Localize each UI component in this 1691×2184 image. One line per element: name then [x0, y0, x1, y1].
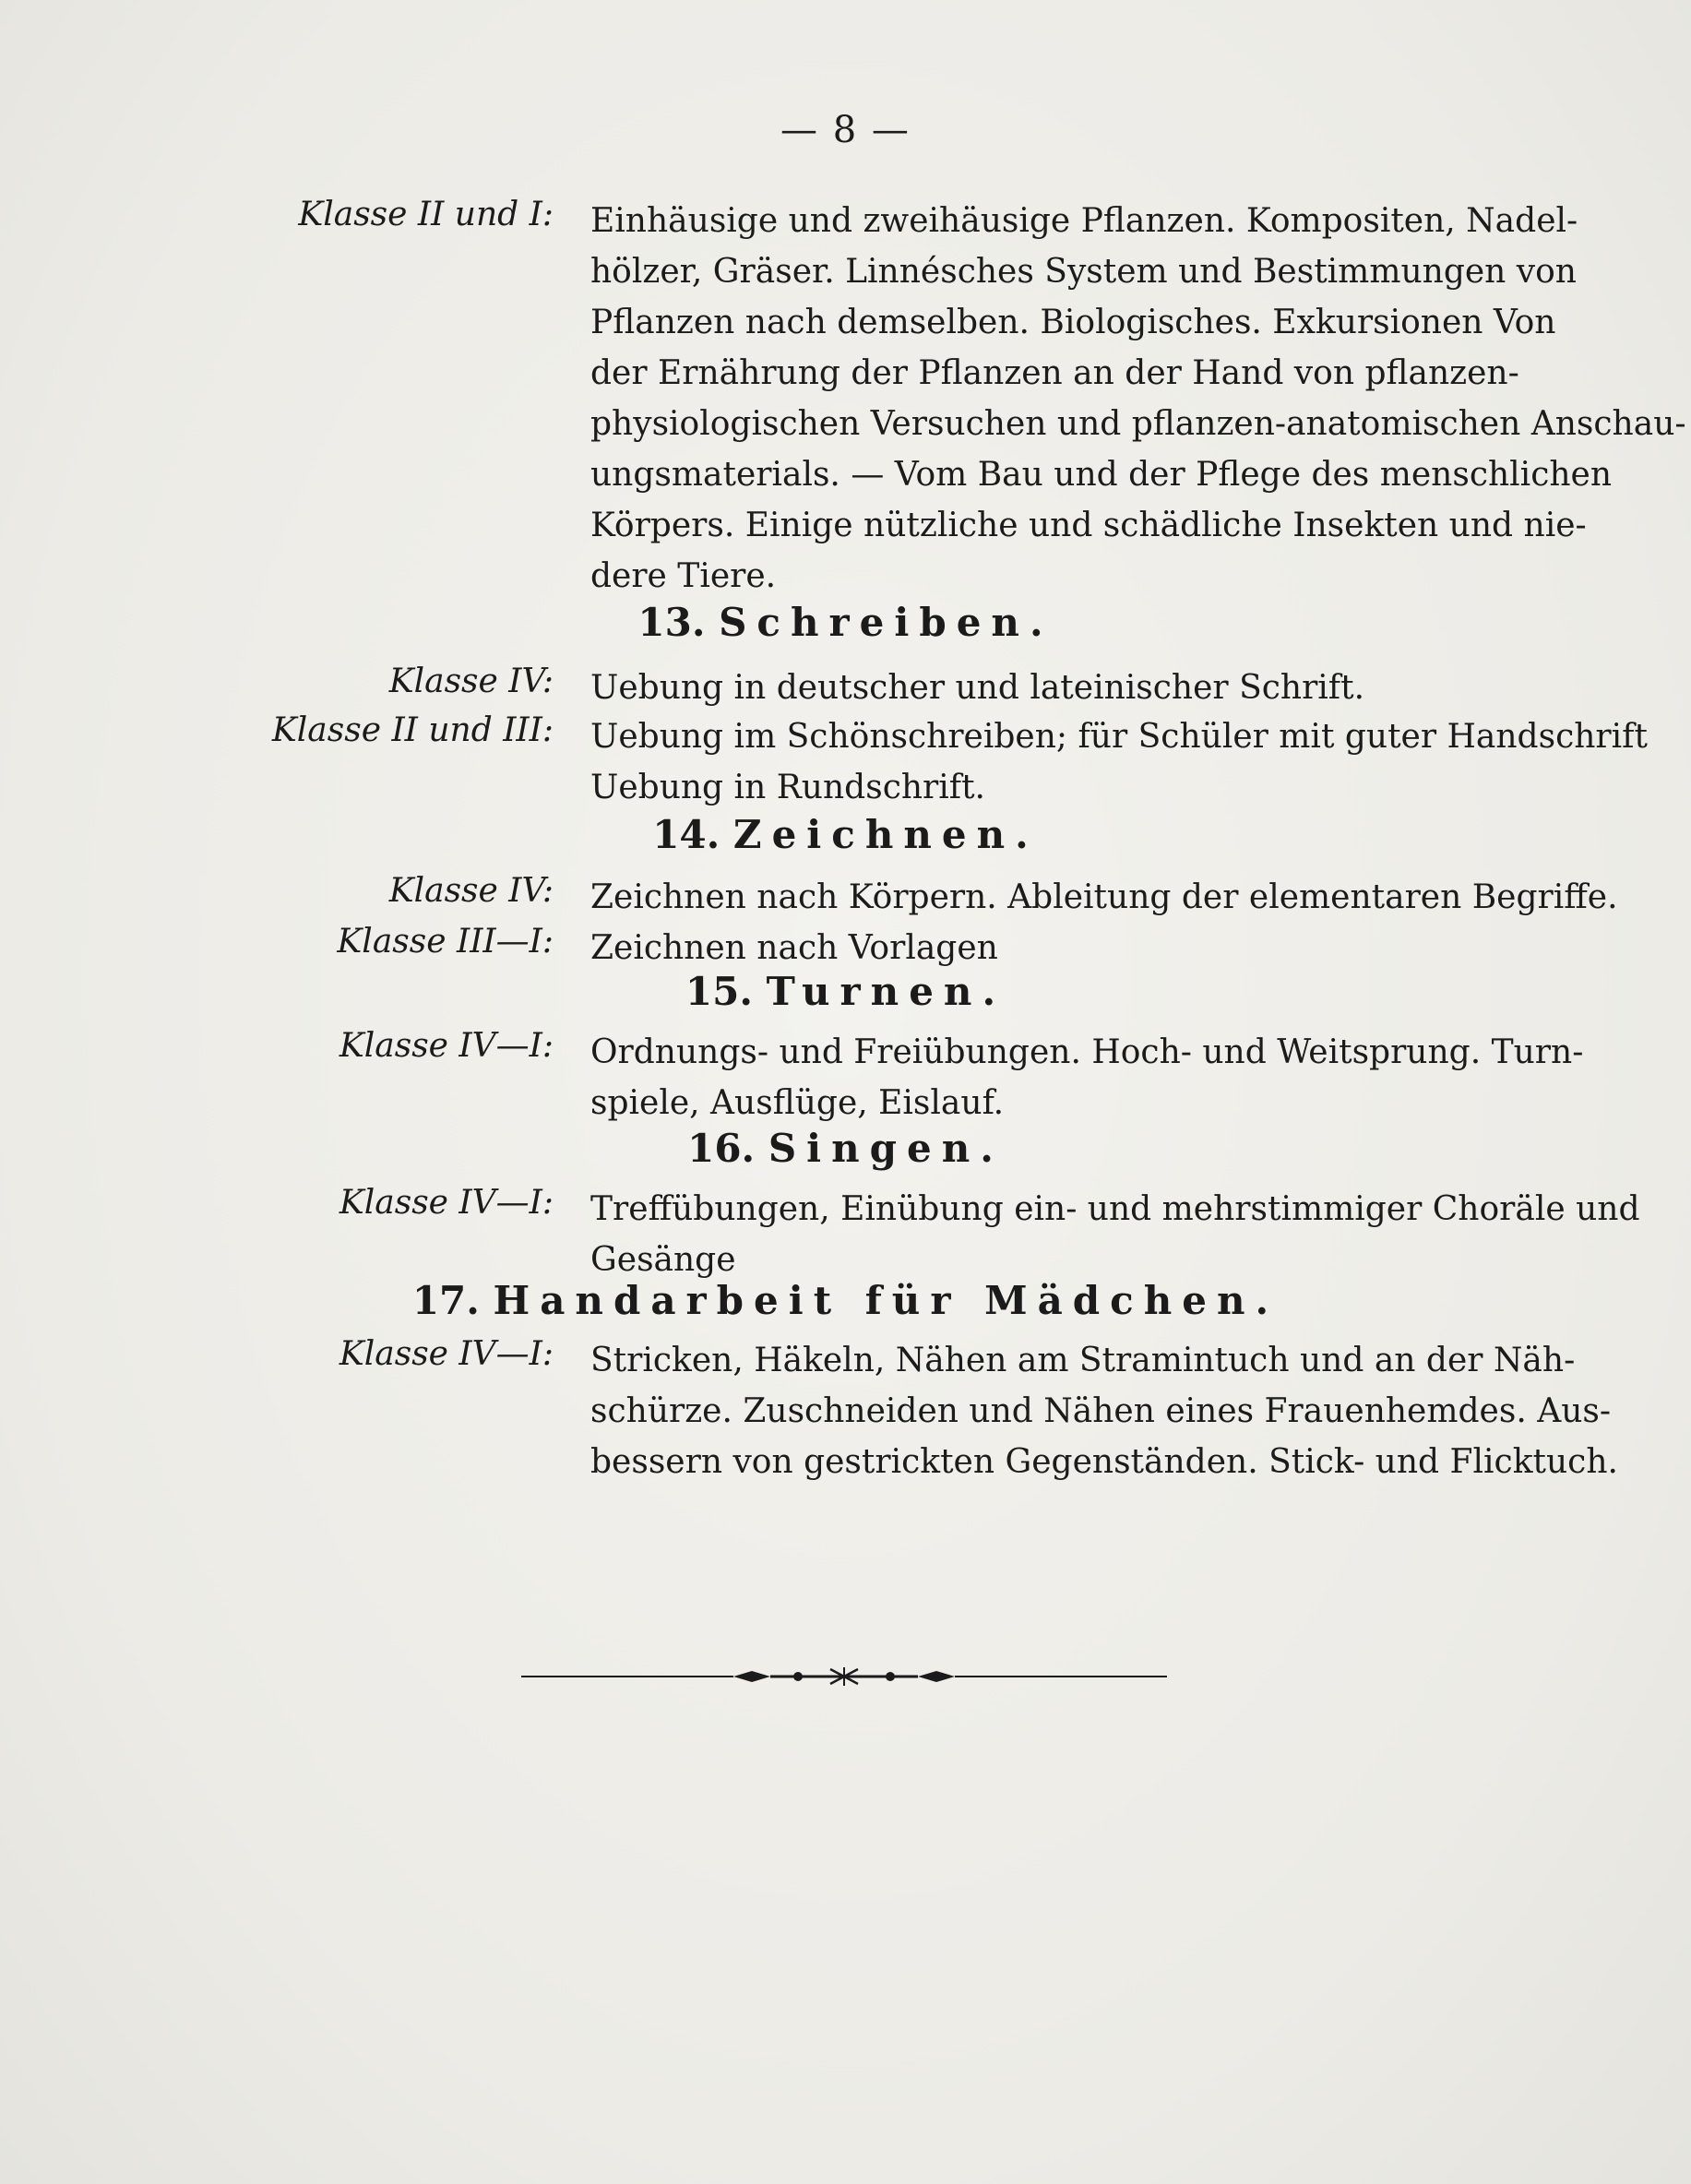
section-heading-16	[0, 1126, 1691, 1171]
text-line: ungsmaterials. — Vom Bau und der Pflege des menschlichen	[590, 456, 1613, 494]
text-line: spiele, Ausflüge, Eislauf.	[590, 1084, 1005, 1122]
entry-text	[590, 923, 1541, 973]
text-line: bessern von gestrickten Gegenständen. Stick- und Flicktuch.	[590, 1443, 1618, 1481]
text-line: hölzer, Gräser. Linnésches System und Bestimmungen von	[590, 253, 1577, 291]
heading-title: Schreiben.	[719, 600, 1054, 645]
text-line: Zeichnen nach Vorlagen	[590, 929, 998, 967]
text-line: Uebung in deutscher und lateinischer Schrift.	[590, 669, 1365, 707]
text-line: Treffübungen, Einübung ein- und mehrstimmiger Choräle und	[590, 1190, 1640, 1228]
text-line: Uebung im Schönschreiben; für Schüler mit guter Handschrift	[590, 718, 1648, 756]
entry-text	[590, 662, 1541, 713]
entry-label: Klasse IV:	[388, 872, 554, 910]
heading-number: 16.	[687, 1126, 756, 1171]
text-line: Einhäusige und zweihäusige Pflanzen. Kompositen, Nadel-	[590, 202, 1578, 240]
text-line: Uebung in Rundschrift.	[590, 769, 985, 806]
entry-text	[590, 1027, 1584, 1128]
text-line: Körpers. Einige nützliche und schädliche Insekten und nie-	[590, 507, 1587, 544]
heading-title: Handarbeit für Mädchen.	[493, 1278, 1280, 1323]
text-line: Ordnungs- und Freiübungen. Hoch- und Weitsprung. Turn-	[590, 1033, 1584, 1071]
entry-text	[590, 711, 1648, 813]
heading-number: 17.	[411, 1278, 480, 1323]
text-line: physiologischen Versuchen und pflanzen-anatomischen Anschau-	[590, 405, 1686, 443]
end-ornament	[521, 1665, 1167, 1688]
text-line: Zeichnen nach Körpern. Ableitung der elementaren Begriffe.	[590, 878, 1618, 916]
heading-number: 14.	[652, 812, 720, 857]
entry-text	[590, 1335, 1618, 1487]
entry-label: Klasse IV—I:	[339, 1184, 554, 1222]
text-line: Stricken, Häkeln, Nähen am Stramintuch und an der Näh-	[590, 1342, 1576, 1379]
text-line: Pflanzen nach demselben. Biologisches. Exkursionen Von	[590, 304, 1556, 341]
entry-label: Klasse III—I:	[337, 923, 554, 961]
text-line: schürze. Zuschneiden und Nähen eines Frauenhemdes. Aus-	[590, 1392, 1612, 1430]
heading-number: 13.	[637, 600, 706, 645]
entry-label: Klasse II und III:	[271, 711, 554, 749]
text-line: dere Tiere.	[590, 557, 777, 595]
section-heading-15	[0, 969, 1691, 1014]
entry-label: Klasse IV:	[388, 662, 554, 700]
entry-label: Klasse IV—I:	[339, 1027, 554, 1065]
heading-number: 15.	[685, 969, 753, 1014]
text-line: Gesänge	[590, 1241, 736, 1279]
entry-label: Klasse II und I:	[298, 196, 554, 233]
heading-title: Singen.	[768, 1126, 1004, 1171]
page-number: — 8 —	[780, 109, 911, 151]
entry-text	[590, 1184, 1640, 1285]
entry-label: Klasse IV—I:	[339, 1335, 554, 1373]
text-line: der Ernährung der Pflanzen an der Hand von pflanzen-	[590, 354, 1519, 392]
section-heading-13	[0, 600, 1691, 645]
section-heading-14	[0, 812, 1691, 857]
section-heading-17	[0, 1278, 1691, 1323]
heading-title: Zeichnen.	[732, 812, 1039, 857]
heading-title: Turnen.	[766, 969, 1006, 1014]
entry-text	[590, 872, 1618, 923]
entry-text	[590, 196, 1686, 602]
